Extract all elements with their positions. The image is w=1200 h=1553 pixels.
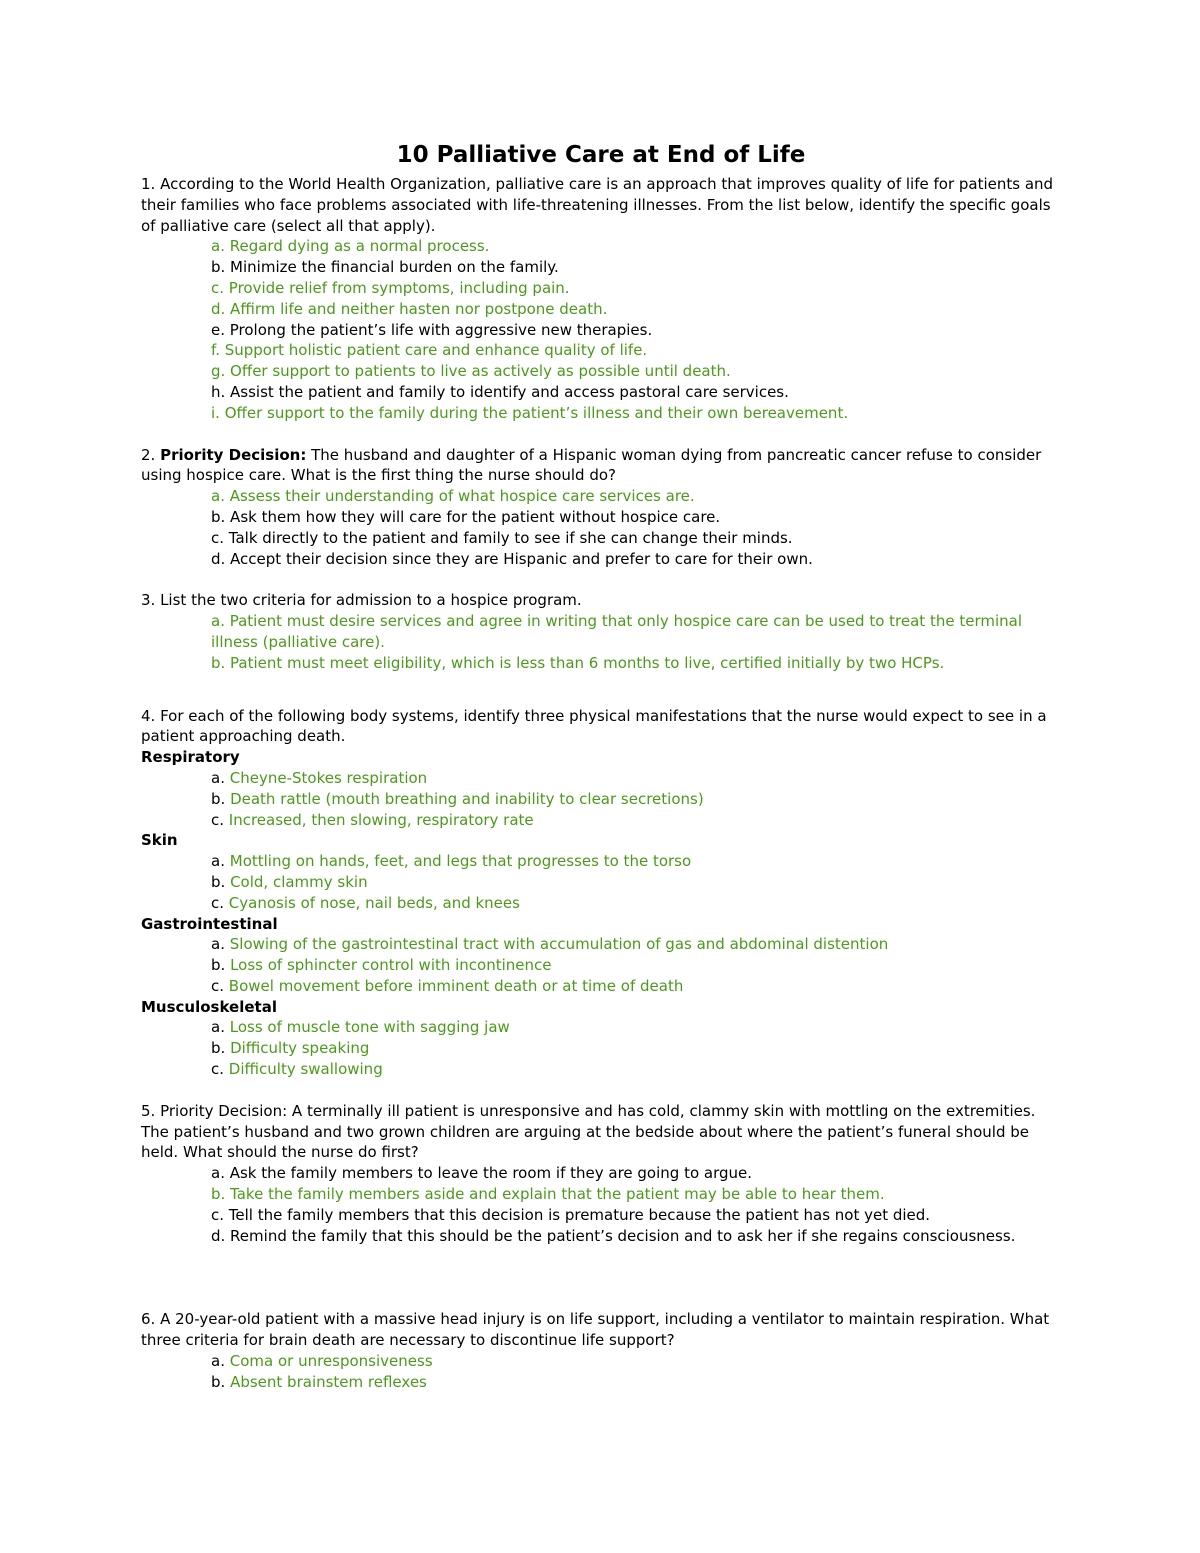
- question-stem: 4. For each of the following body systems, identify three physical manifestations that the nurse would expect to see in a patient approaching death.: [141, 706, 1047, 746]
- answer-option-correct: c. Provide relief from symptoms, including pain.: [211, 278, 570, 297]
- question-5: [141, 1101, 1061, 1247]
- answer-option: d. Accept their decision since they are Hispanic and prefer to care for their own.: [211, 549, 813, 568]
- question-4: [141, 706, 1061, 1080]
- document-page: [141, 140, 1061, 1393]
- question-stem: 6. A 20-year-old patient with a massive head injury is on life support, including a ventilator to maintain respiration. What three criteria for brain death are necessary to discontinue life support?: [141, 1310, 1050, 1350]
- manifestation-item: b. Cold, clammy skin: [211, 872, 368, 891]
- manifestation-item: a. Mottling on hands, feet, and legs that progresses to the torso: [211, 852, 692, 871]
- manifestation-list: [141, 768, 1061, 830]
- answer-option-correct: i. Offer support to the family during the patient’s illness and their own bereavement.: [211, 403, 849, 422]
- manifestation-item: c. Increased, then slowing, respiratory rate: [211, 810, 534, 829]
- answer-option: c. Talk directly to the patient and family to see if she can change their minds.: [211, 528, 793, 547]
- answer-options: [141, 611, 1061, 673]
- question-number: 2.: [141, 445, 156, 464]
- manifestation-item: c. Bowel movement before imminent death or at time of death: [211, 976, 684, 995]
- answer-option: b. Ask them how they will care for the patient without hospice care.: [211, 507, 721, 526]
- answer-option: d. Remind the family that this should be the patient’s decision and to ask her if she regains consciousness.: [211, 1226, 1016, 1245]
- manifestation-item: a. Slowing of the gastrointestinal tract with accumulation of gas and abdominal distention: [211, 935, 889, 954]
- manifestation-list: [141, 1017, 1061, 1079]
- answer-option-correct: b. Take the family members aside and explain that the patient may be able to hear them.: [211, 1185, 885, 1204]
- body-system-heading: Gastrointestinal: [141, 914, 278, 933]
- question-stem: 5. Priority Decision: A terminally ill patient is unresponsive and has cold, clammy skin with mottling on the extremities. The patient’s husband and two grown children are arguing at the bedside about where the patient’s funeral should be held. What should the nurse do first?: [141, 1101, 1036, 1162]
- manifestation-item: a. Loss of muscle tone with sagging jaw: [211, 1018, 510, 1037]
- answer-option: a. Ask the family members to leave the room if they are going to argue.: [211, 1164, 753, 1183]
- answer-option-correct: a. Patient must desire services and agree in writing that only hospice care can be used to treat the terminal illness (palliative care).: [211, 612, 1023, 651]
- body-system-heading: Respiratory: [141, 748, 240, 767]
- question-text: The husband and daughter of a Hispanic woman dying from pancreatic cancer refuse to consider using hospice care. What is the first thing the nurse should do?: [141, 445, 1042, 485]
- answer-option-correct: a. Regard dying as a normal process.: [211, 237, 490, 256]
- manifestation-item: b. Difficulty speaking: [211, 1039, 370, 1058]
- answer-option: e. Prolong the patient’s life with aggressive new therapies.: [211, 320, 653, 339]
- manifestation-item: c. Cyanosis of nose, nail beds, and knees: [211, 893, 520, 912]
- answer-options: [141, 486, 1061, 569]
- document-title: 10 Palliative Care at End of Life: [396, 142, 806, 168]
- answer-option-correct: a. Assess their understanding of what hospice care services are.: [211, 487, 695, 506]
- question-stem: [141, 445, 1061, 487]
- answer-option: c. Tell the family members that this decision is premature because the patient has not yet died.: [211, 1205, 931, 1224]
- manifestation-item: c. Difficulty swallowing: [211, 1060, 383, 1079]
- answer-option-correct: g. Offer support to patients to live as actively as possible until death.: [211, 362, 731, 381]
- question-6: [141, 1309, 1061, 1392]
- answer-option-correct: b. Patient must meet eligibility, which is less than 6 months to live, certified initially by two HCPs.: [211, 653, 945, 672]
- priority-decision-label: Priority Decision:: [160, 445, 307, 464]
- body-system-heading: Skin: [141, 831, 178, 850]
- question-2: [141, 445, 1061, 570]
- answer-option: b. Minimize the financial burden on the family.: [211, 258, 559, 277]
- question-3: [141, 590, 1061, 673]
- manifestation-list: [141, 851, 1061, 913]
- criteria-item: a. Coma or unresponsiveness: [211, 1352, 433, 1371]
- manifestation-list: [141, 934, 1061, 996]
- answer-option-correct: d. Affirm life and neither hasten nor postpone death.: [211, 299, 608, 318]
- criteria-item: b. Absent brainstem reflexes: [211, 1372, 427, 1391]
- answer-option-correct: f. Support holistic patient care and enhance quality of life.: [211, 341, 648, 360]
- answer-options: [141, 1163, 1061, 1246]
- criteria-list: [141, 1351, 1061, 1393]
- question-1: [141, 174, 1061, 424]
- manifestation-item: b. Loss of sphincter control with incontinence: [211, 956, 552, 975]
- manifestation-item: a. Cheyne-Stokes respiration: [211, 768, 428, 787]
- question-stem: 3. List the two criteria for admission to a hospice program.: [141, 591, 582, 610]
- answer-options: [141, 236, 1061, 423]
- body-system-heading: Musculoskeletal: [141, 997, 277, 1016]
- question-stem: 1. According to the World Health Organization, palliative care is an approach that improves quality of life for patients and their families who face problems associated with life-threatening illnesses. From the list below, identify the specific goals of palliative care (select all that apply).: [141, 175, 1054, 235]
- answer-option: h. Assist the patient and family to identify and access pastoral care services.: [211, 382, 789, 401]
- manifestation-item: b. Death rattle (mouth breathing and inability to clear secretions): [211, 789, 704, 808]
